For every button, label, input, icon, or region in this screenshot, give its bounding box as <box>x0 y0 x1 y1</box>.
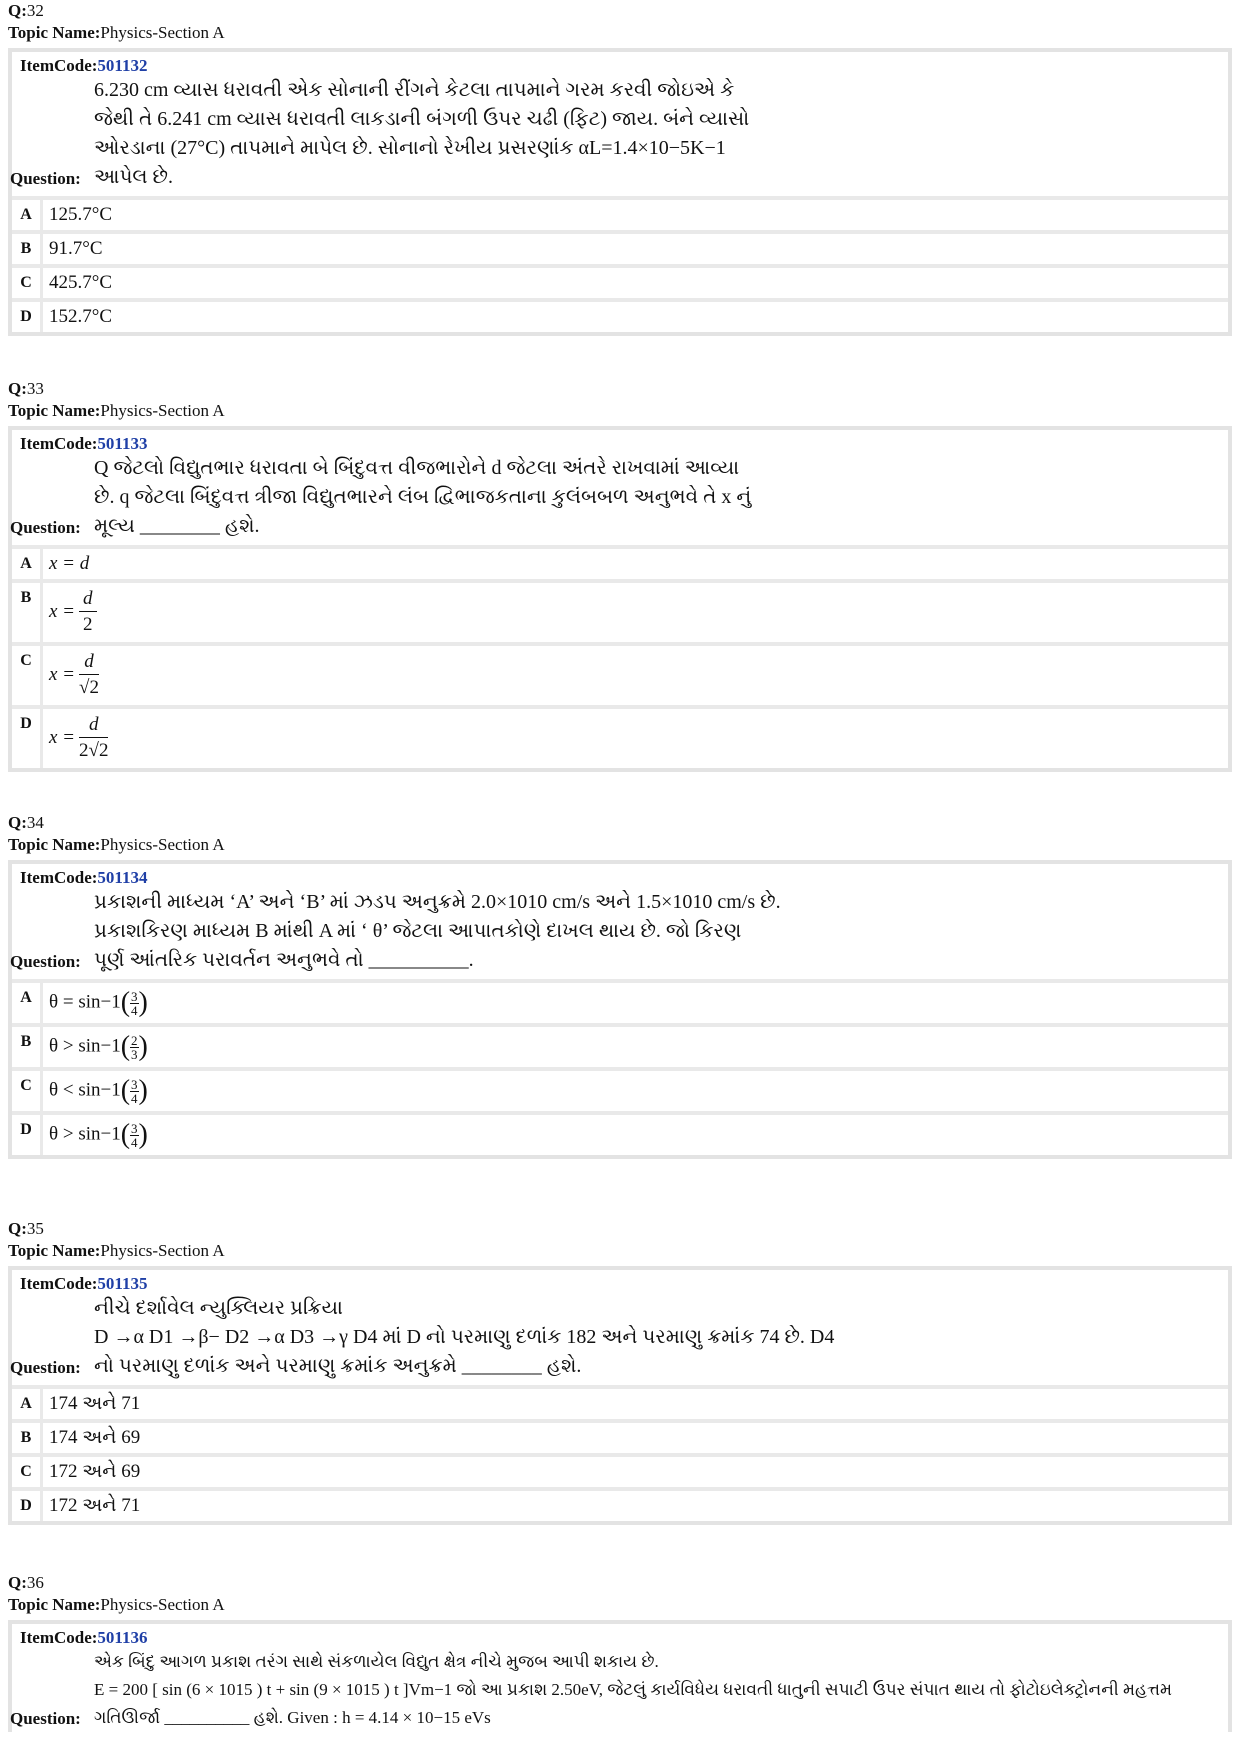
option-row[interactable]: A θ = sin−1( $\frac{3}{4}$) <box>12 981 1228 1025</box>
topic-label: Topic Name: <box>8 401 101 420</box>
question-text <box>12 76 1228 192</box>
option-lhs: θ > sin−1 <box>49 1035 121 1057</box>
option-text: 152.7°C <box>42 300 1229 332</box>
q-label: Q: <box>8 1573 27 1592</box>
question-label: Question: <box>10 518 81 537</box>
option-text: 425.7°C <box>42 266 1229 300</box>
itemcode-label: ItemCode: <box>20 1628 98 1647</box>
option-row[interactable] <box>12 581 1228 644</box>
option-row[interactable] <box>12 1489 1228 1521</box>
option-letter: B <box>12 1025 42 1069</box>
option-letter: C <box>12 644 42 707</box>
fraction: $\frac{d}{2√2}$ <box>79 714 109 761</box>
fraction: $\frac{2}{3}$ <box>131 1032 138 1062</box>
option-lhs: x = <box>49 726 76 748</box>
item-code: 501134 <box>97 868 148 887</box>
q-label: Q: <box>8 1 27 20</box>
q-label: Q: <box>8 1219 27 1238</box>
option-lhs: θ > sin−1 <box>49 1123 121 1145</box>
topic-name: Physics-Section A <box>100 401 225 420</box>
question-number: 33 <box>26 379 44 398</box>
question-line: જેથી તે 6.241 cm વ્યાસ ધરાવતી લાકડાની બંગળી ઉપર ચઢી (ફિટ) જાય. બંને વ્યાસો <box>94 108 750 130</box>
options-table <box>12 1385 1228 1521</box>
question-line: E = 200 [ sin (6 × 1015 ) t + sin (9 × 1015 ) t ]Vm−1 જો આ પ્રકાશ 2.50eV, જેટલું કાર્યવિધેય ધરાવતી ધાતુની સપાટી ઉપર સંપાત થાય તો ફોટોઇલેક્ટ્રોનની મહત્તમ <box>94 1680 1173 1699</box>
option-letter: D <box>12 300 42 332</box>
question-number: 34 <box>26 813 44 832</box>
option-letter: A <box>12 981 42 1025</box>
option-text: 125.7°C <box>42 198 1229 232</box>
question-block-32 <box>8 0 1232 336</box>
question-line: નીચે દર્શાવેલ ન્યુક્લિયર પ્રક્રિયા <box>94 1297 343 1319</box>
question-line: Q જેટલો વિદ્યુતભાર ધરાવતા બે બિંદુવત્ત વીજભારોને d જેટલા અંતરે રાખવામાં આવ્યા <box>94 457 740 479</box>
option-lhs: x = <box>49 663 76 685</box>
question-line: છે. q જેટલા બિંદુવત્ત ત્રીજા વિદ્યુતભારને લંબ દ્વિભાજકતાના કુલંબબળ અનુભવે તે x નું <box>94 486 752 508</box>
question-number: 32 <box>26 1 44 20</box>
item-code: 501135 <box>97 1274 148 1293</box>
option-row[interactable] <box>12 547 1228 581</box>
q-label: Q: <box>8 379 27 398</box>
fraction: $\frac{d}{2}$ <box>79 587 97 638</box>
option-letter: C <box>12 1069 42 1113</box>
option-row[interactable] <box>12 1387 1228 1421</box>
fraction: $\frac{3}{4}$ <box>131 988 138 1018</box>
option-letter: C <box>12 266 42 300</box>
question-box <box>8 1266 1232 1525</box>
question-line: ઓરડાના (27°C) તાપમાને માપેલ છે. સોનાનો રેખીય પ્રસરણાંક αL=1.4×10−5K−1 <box>94 137 726 159</box>
question-box <box>8 1620 1232 1732</box>
option-letter: C <box>12 1455 42 1489</box>
option-row[interactable] <box>12 266 1228 300</box>
fraction: $\frac{d}{√2}$ <box>79 651 99 698</box>
option-letter: B <box>12 232 42 266</box>
item-code: 501133 <box>97 434 148 453</box>
question-number: 36 <box>26 1573 44 1592</box>
option-row[interactable] <box>12 707 1228 768</box>
question-text <box>12 888 1228 975</box>
options-table <box>12 545 1228 768</box>
topic-label: Topic Name: <box>8 1595 101 1614</box>
question-line: Question: પૂર્ણ આંતરિક પરાવર્તન અનુભવે તો __________. <box>94 946 1228 975</box>
question-label: Question: <box>10 1358 81 1377</box>
option-letter: B <box>12 1421 42 1455</box>
option-row[interactable] <box>12 644 1228 707</box>
option-text: x = d <box>42 547 1229 581</box>
option-text: 91.7°C <box>42 232 1229 266</box>
itemcode-label: ItemCode: <box>20 868 98 887</box>
question-line: એક બિંદુ આગળ પ્રકાશ તરંગ સાથે સંકળાયેલ વિદ્યુત ક્ષેત્ર નીચે મુજબ આપી શકાય છે. <box>94 1652 659 1671</box>
option-text: 174 અને 71 <box>42 1387 1229 1421</box>
question-line: D →α D1 →β− D2 →α D3 →γ D4 માં D નો પરમાણુ દળાંક 182 અને પરમાણુ ક્રમાંક 74 છે. D4 <box>94 1326 835 1348</box>
topic-name: Physics-Section A <box>100 1241 225 1260</box>
question-number: 35 <box>26 1219 44 1238</box>
question-text <box>12 1294 1228 1381</box>
options-table <box>12 196 1228 332</box>
question-block-33 <box>8 378 1232 772</box>
topic-name: Physics-Section A <box>100 1595 225 1614</box>
option-letter: A <box>12 1387 42 1421</box>
option-letter: D <box>12 1113 42 1155</box>
question-line: Question: નો પરમાણુ દળાંક અને પરમાણુ ક્રમાંક અનુક્રમે ________ હશે. <box>94 1352 1228 1381</box>
option-row[interactable]: C θ < sin−1( $\frac{3}{4}$) <box>12 1069 1228 1113</box>
question-line: Question: ગતિઊર્જા __________ હશે. Given : h = 4.14 × 10−15 eVs <box>94 1704 1228 1732</box>
question-label: Question: <box>10 1709 81 1728</box>
option-row[interactable]: B θ > sin−1( $\frac{2}{3}$) <box>12 1025 1228 1069</box>
option-lhs: x = <box>49 600 76 622</box>
option-row[interactable] <box>12 300 1228 332</box>
question-block-36 <box>8 1572 1232 1732</box>
itemcode-label: ItemCode: <box>20 434 98 453</box>
q-label: Q: <box>8 813 27 832</box>
question-label: Question: <box>10 169 81 188</box>
option-lhs: θ = sin−1 <box>49 991 121 1013</box>
question-box <box>8 426 1232 772</box>
itemcode-label: ItemCode: <box>20 56 98 75</box>
question-text <box>12 454 1228 541</box>
option-row[interactable] <box>12 232 1228 266</box>
question-block-35 <box>8 1218 1232 1525</box>
topic-label: Topic Name: <box>8 835 101 854</box>
topic-name: Physics-Section A <box>100 23 225 42</box>
option-letter: A <box>12 547 42 581</box>
option-letter: A <box>12 198 42 232</box>
option-row[interactable] <box>12 1421 1228 1455</box>
topic-label: Topic Name: <box>8 23 101 42</box>
item-code: 501136 <box>97 1628 148 1647</box>
question-line: પ્રકાશકિરણ માધ્યમ B માંથી A માં ‘ θ’ જેટલા આપાતકોણે દાખલ થાય છે. જો કિરણ <box>94 920 742 942</box>
question-line: Question: મૂલ્ય ________ હશે. <box>94 512 1228 541</box>
question-block-34 <box>8 812 1232 1159</box>
question-line: 6.230 cm વ્યાસ ધરાવતી એક સોનાની રીંગને કેટલા તાપમાને ગરમ કરવી જોઇએ કે <box>94 79 735 101</box>
question-line: પ્રકાશની માધ્યમ ‘A’ અને ‘B’ માં ઝડપ અનુક્રમે 2.0×1010 cm/s અને 1.5×1010 cm/s છે. <box>94 891 781 913</box>
option-text: 172 અને 71 <box>42 1489 1229 1521</box>
option-lhs: θ < sin−1 <box>49 1079 121 1101</box>
option-text: 172 અને 69 <box>42 1455 1229 1489</box>
question-text <box>12 1648 1228 1732</box>
question-label: Question: <box>10 952 81 971</box>
fraction: $\frac{3}{4}$ <box>131 1120 138 1150</box>
question-line: Question: આપેલ છે. <box>94 163 1228 192</box>
option-letter: D <box>12 707 42 768</box>
itemcode-label: ItemCode: <box>20 1274 98 1293</box>
item-code: 501132 <box>97 56 148 75</box>
option-letter: B <box>12 581 42 644</box>
topic-name: Physics-Section A <box>100 835 225 854</box>
option-row[interactable] <box>12 198 1228 232</box>
question-box <box>8 48 1232 336</box>
options-table <box>12 979 1228 1155</box>
option-row[interactable] <box>12 1455 1228 1489</box>
topic-label: Topic Name: <box>8 1241 101 1260</box>
option-letter: D <box>12 1489 42 1521</box>
fraction: $\frac{3}{4}$ <box>131 1076 138 1106</box>
option-row[interactable]: D θ > sin−1( $\frac{3}{4}$) <box>12 1113 1228 1155</box>
question-box <box>8 860 1232 1159</box>
option-text: 174 અને 69 <box>42 1421 1229 1455</box>
